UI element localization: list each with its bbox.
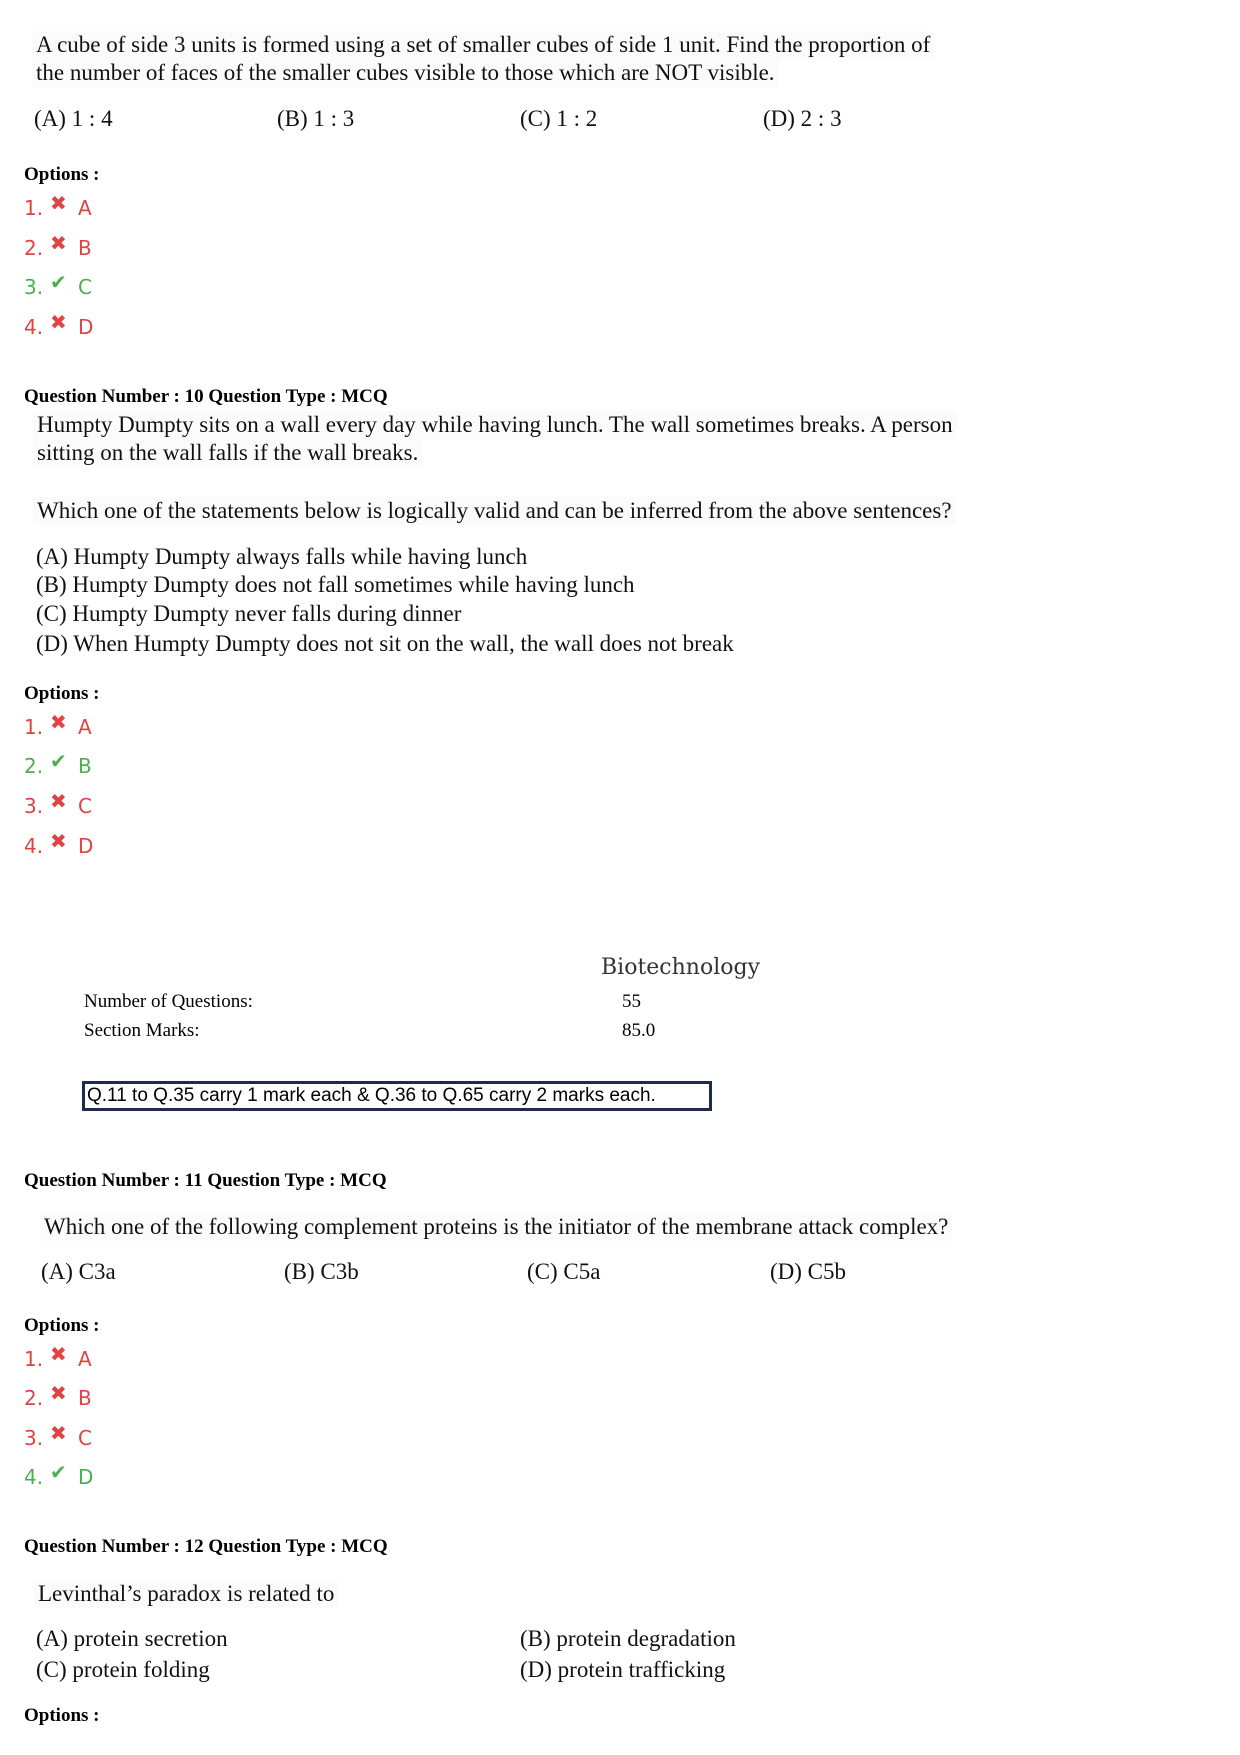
q10-question: Which one of the statements below is logically valid and can be inferred from the above sentences? xyxy=(33,497,956,525)
cross-icon: ✖ xyxy=(50,1381,67,1405)
option-number: 2. xyxy=(24,236,44,260)
q9-choice-c: (C) 1 : 2 xyxy=(520,106,598,131)
option-label: C xyxy=(78,794,92,818)
option-label: D xyxy=(78,1465,94,1489)
q11-options-label: Options : xyxy=(24,1315,100,1336)
q11-choice-b: (B) C3b xyxy=(284,1259,359,1284)
q10-option-4 xyxy=(24,831,93,861)
q9-choice-a: (A) 1 : 4 xyxy=(34,106,113,131)
q10-choice-a: (A) Humpty Dumpty always falls while having lunch xyxy=(36,544,528,569)
option-label: A xyxy=(78,715,92,739)
q12-header: Question Number : 12 Question Type : MCQ xyxy=(24,1536,388,1557)
q12-text: Levinthal’s paradox is related to xyxy=(34,1580,338,1608)
option-label: D xyxy=(78,315,94,339)
option-number: 2. xyxy=(24,1386,44,1410)
marks-note: Q.11 to Q.35 carry 1 mark each & Q.36 to Q.65 carry 2 marks each. xyxy=(82,1081,712,1111)
q11-text: Which one of the following complement proteins is the initiator of the membrane attack complex? xyxy=(40,1213,952,1241)
q9-choice-d: (D) 2 : 3 xyxy=(763,106,842,131)
option-number: 3. xyxy=(24,275,44,299)
section-marks-value: 85.0 xyxy=(622,1020,656,1041)
q11-choice-a: (A) C3a xyxy=(41,1259,116,1284)
q10-text-line-1: Humpty Dumpty sits on a wall every day while having lunch. The wall sometimes breaks. A person xyxy=(33,411,957,439)
option-label: C xyxy=(78,275,92,299)
option-number: 4. xyxy=(24,834,44,858)
q9-text-line-2: the number of faces of the smaller cubes visible to those which are NOT visible. xyxy=(32,59,779,87)
cross-icon: ✖ xyxy=(50,710,67,734)
q11-option-1 xyxy=(24,1344,92,1374)
option-number: 4. xyxy=(24,1465,44,1489)
q10-option-3 xyxy=(24,791,92,821)
q11-option-3 xyxy=(24,1423,92,1453)
q9-option-3 xyxy=(24,272,92,302)
q12-choice-d: (D) protein trafficking xyxy=(520,1657,726,1682)
section-marks-label: Section Marks: xyxy=(84,1020,200,1041)
q11-option-2 xyxy=(24,1383,92,1413)
q9-option-4 xyxy=(24,312,93,342)
cross-icon: ✖ xyxy=(50,310,67,334)
option-number: 1. xyxy=(24,196,44,220)
cross-icon: ✖ xyxy=(50,1342,67,1366)
q9-option-1 xyxy=(24,193,92,223)
q12-options-label: Options : xyxy=(24,1705,100,1726)
option-label: A xyxy=(78,196,92,220)
option-label: B xyxy=(78,754,92,778)
option-number: 2. xyxy=(24,754,44,778)
q10-option-1 xyxy=(24,712,92,742)
q10-header: Question Number : 10 Question Type : MCQ xyxy=(24,386,388,407)
option-number: 4. xyxy=(24,315,44,339)
option-number: 1. xyxy=(24,1347,44,1371)
q11-option-4 xyxy=(24,1462,93,1492)
cross-icon: ✖ xyxy=(50,231,67,255)
q10-choice-c: (C) Humpty Dumpty never falls during dinner xyxy=(36,601,462,626)
q9-choice-b: (B) 1 : 3 xyxy=(277,106,355,131)
q12-choice-a: (A) protein secretion xyxy=(36,1626,228,1651)
check-icon: ✔ xyxy=(50,1460,67,1484)
q11-choice-d: (D) C5b xyxy=(770,1259,847,1284)
cross-icon: ✖ xyxy=(50,789,67,813)
q10-options-label: Options : xyxy=(24,683,100,704)
q12-choice-c: (C) protein folding xyxy=(36,1657,210,1682)
q10-text-line-2: sitting on the wall falls if the wall breaks. xyxy=(33,439,422,467)
q10-choice-b: (B) Humpty Dumpty does not fall sometimes while having lunch xyxy=(36,572,635,597)
q9-option-2 xyxy=(24,233,92,263)
option-label: B xyxy=(78,236,92,260)
cross-icon: ✖ xyxy=(50,1421,67,1445)
check-icon: ✔ xyxy=(50,749,67,773)
q11-header: Question Number : 11 Question Type : MCQ xyxy=(24,1170,387,1191)
q11-choice-c: (C) C5a xyxy=(527,1259,601,1284)
q10-option-2 xyxy=(24,751,92,781)
option-label: C xyxy=(78,1426,92,1450)
q9-text-line-1: A cube of side 3 units is formed using a set of smaller cubes of side 1 unit. Find the proportion of xyxy=(32,31,934,59)
check-icon: ✔ xyxy=(50,270,67,294)
num-questions-label: Number of Questions: xyxy=(84,991,253,1012)
option-number: 1. xyxy=(24,715,44,739)
cross-icon: ✖ xyxy=(50,191,67,215)
option-label: B xyxy=(78,1386,92,1410)
option-label: D xyxy=(78,834,94,858)
num-questions-value: 55 xyxy=(622,991,641,1012)
option-label: A xyxy=(78,1347,92,1371)
option-number: 3. xyxy=(24,794,44,818)
q10-choice-d: (D) When Humpty Dumpty does not sit on the wall, the wall does not break xyxy=(36,631,734,656)
q9-options-label: Options : xyxy=(24,164,100,185)
q12-choice-b: (B) protein degradation xyxy=(520,1626,736,1651)
section-title: Biotechnology xyxy=(601,955,761,980)
cross-icon: ✖ xyxy=(50,829,67,853)
option-number: 3. xyxy=(24,1426,44,1450)
